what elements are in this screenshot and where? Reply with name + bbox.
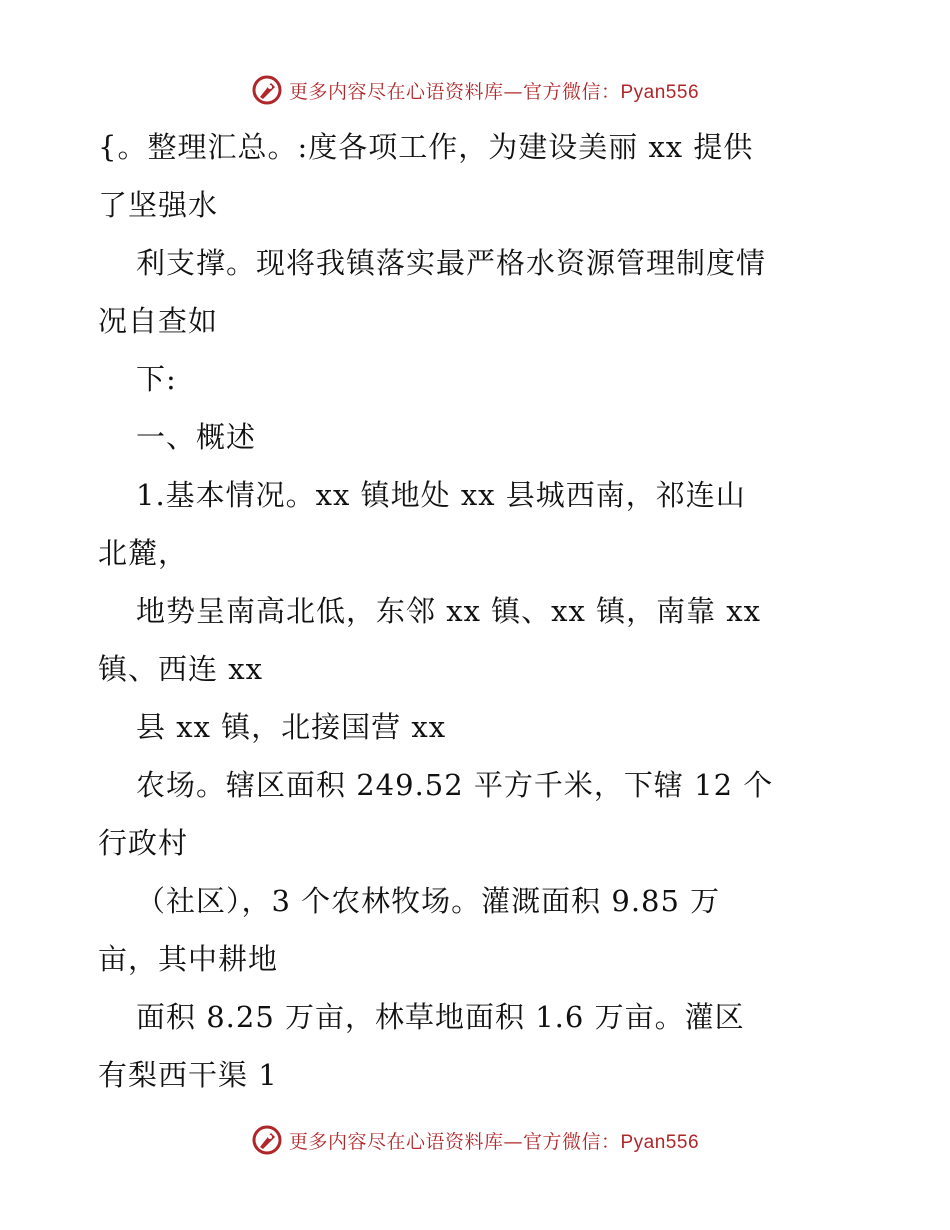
text-line: 下: (136, 362, 177, 396)
text-line: 地势呈南高北低，东邻 xx 镇、xx 镇，南靠 xx (136, 594, 762, 628)
text-line: 1.基本情况。xx 镇地处 xx 县城西南，祁连山 (136, 478, 746, 512)
pen-nib-circle-icon (251, 74, 283, 106)
text-line: 了坚强水 (98, 188, 219, 222)
section-heading: 一、概述 (136, 420, 257, 454)
text-line: 县 xx 镇，北接国营 xx (136, 710, 447, 744)
document-body (98, 118, 858, 1104)
text-line: 农场。辖区面积 249.52 平方千米，下辖 12 个 (136, 768, 774, 802)
pen-nib-circle-icon (251, 1124, 283, 1156)
text-line: 利支撑。现将我镇落实最严格水资源管理制度情 (136, 246, 767, 280)
watermark-banner-bottom (0, 1120, 950, 1160)
text-line: 况自查如 (98, 304, 219, 338)
text-line: 镇、西连 xx (98, 652, 263, 686)
text-line: 亩，其中耕地 (98, 942, 279, 976)
text-line: {。整理汇总。:度各项工作，为建设美丽 xx 提供 (98, 130, 754, 164)
watermark-text: 更多内容尽在心语资料库—官方微信：Pyan556 (288, 1130, 700, 1153)
text-line: 面积 8.25 万亩，林草地面积 1.6 万亩。灌区 (136, 1000, 745, 1034)
watermark-banner-top (0, 70, 950, 110)
text-line: 北麓， (98, 536, 189, 570)
text-line: （社区），3 个农林牧场。灌溉面积 9.85 万 (136, 884, 721, 918)
text-line: 行政村 (98, 826, 189, 860)
text-line: 有梨西干渠 1 (98, 1058, 278, 1092)
watermark-text: 更多内容尽在心语资料库—官方微信：Pyan556 (288, 80, 700, 103)
